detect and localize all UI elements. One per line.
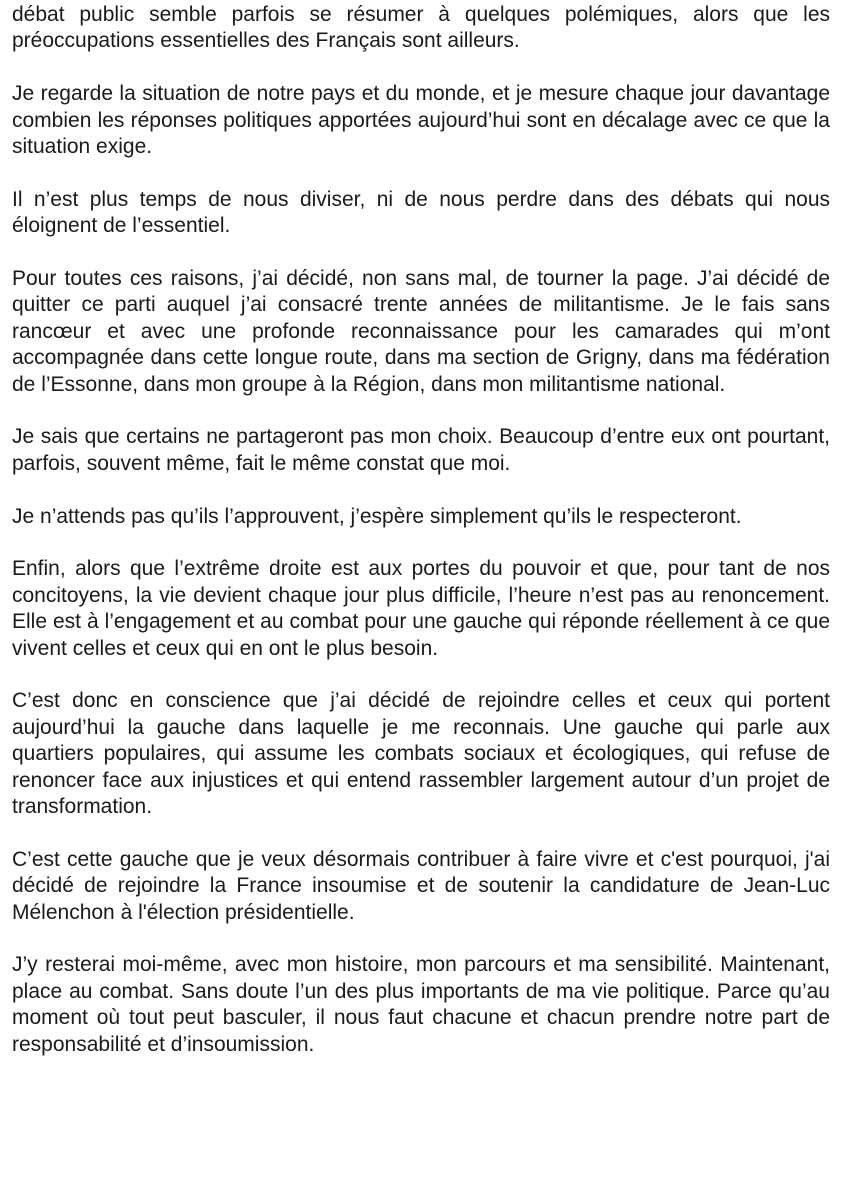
paragraph-10: J’y resterai moi-même, avec mon histoire, mon parcours et ma sensibilité. Maintenant, place au combat. Sans doute l’un des plus importants de ma vie politique. Parce qu’au moment où tout peut basculer, il nous faut chacune et chacun prendre notre part de responsabilité et d’insoumission. — [12, 953, 830, 1056]
paragraph-3: Il n’est plus temps de nous diviser, ni de nous perdre dans des débats qui nous éloignent de l’essentiel. — [12, 187, 830, 238]
paragraph-4: Pour toutes ces raisons, j’ai décidé, non sans mal, de tourner la page. J’ai décidé de quitter ce parti auquel j’ai consacré trente années de militantisme. Je le fais sans rancœur et avec une profonde reconnaissance pour les camarades qui m’ont accompagnée dans cette longue route, dans ma section de Grigny, dans ma fédération de l’Essonne, dans mon groupe à la Région, dans mon militantisme national. — [12, 267, 830, 396]
letter-body — [12, 0, 830, 1085]
paragraph-7: Enfin, alors que l’extrême droite est aux portes du pouvoir et que, pour tant de nos concitoyens, la vie devient chaque jour plus difficile, l’heure n’est pas au renoncement. Elle est à l’engagement et au combat pour une gauche qui réponde réellement à ce que vivent celles et ceux qui en ont le plus besoin. — [12, 557, 830, 660]
paragraph-8: C’est donc en conscience que j’ai décidé de rejoindre celles et ceux qui portent aujourd’hui la gauche dans laquelle je me reconnais. Une gauche qui parle aux quartiers populaires, qui assume les combats sociaux et écologiques, qui refuse de renoncer face aux injustices et qui entend rassembler largement autour d’un projet de transformation. — [12, 689, 830, 819]
paragraph-1: débat public semble parfois se résumer à quelques polémiques, alors que les préoccupations essentielles des Français sont ailleurs. — [12, 3, 830, 53]
paragraph-5: Je sais que certains ne partageront pas mon choix. Beaucoup d’entre eux ont pourtant, parfois, souvent même, fait le même constat que moi. — [12, 425, 830, 475]
paragraph-9: C’est cette gauche que je veux désormais contribuer à faire vivre et c'est pourquoi, j'ai décidé de rejoindre la France insoumise et de soutenir la candidature de Jean-Luc Mélenchon à l'élection présidentielle. — [12, 847, 830, 924]
paragraph-2: Je regarde la situation de notre pays et du monde, et je mesure chaque jour davantage combien les réponses politiques apportées aujourd’hui sont en décalage avec ce que la situation exige. — [12, 82, 830, 159]
paragraph-6: Je n’attends pas qu’ils l’approuvent, j’espère simplement qu’ils le respecteront. — [12, 504, 742, 528]
